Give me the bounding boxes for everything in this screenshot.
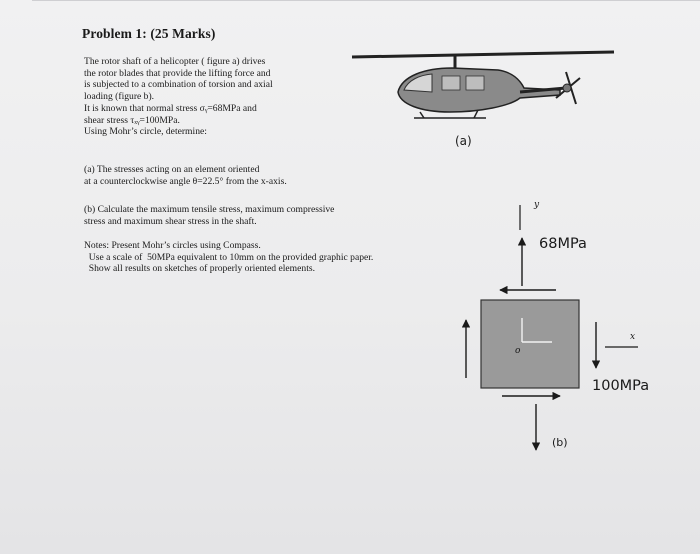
stress-element-square — [481, 300, 579, 388]
origin-label: o — [515, 346, 521, 356]
notes-line: Show all results on sketches of properly oriented elements. — [84, 263, 315, 275]
y-axis-label: y — [534, 200, 540, 210]
statement-line: loading (figure b). — [84, 91, 155, 103]
statement-line: the rotor blades that provide the lifting force and — [84, 67, 271, 79]
statement-line: Using Mohr’s circle, determine: — [84, 126, 207, 138]
x-axis-label: x — [630, 332, 636, 342]
figure-b-caption: (b) — [552, 436, 568, 449]
normal-stress-label: 68MPa — [539, 236, 587, 252]
statement-line: The rotor shaft of a helicopter ( figure a) drives — [84, 56, 266, 67]
part-a-line: (a) The stresses acting on an element oriented — [84, 164, 260, 175]
part-b-line: stress and maximum shear stress in the shaft. — [84, 215, 257, 227]
figure-a-caption: (a) — [455, 134, 472, 148]
notes-line: Use a scale of 50MPa equivalent to 10mm on the provided graphic paper. — [84, 251, 374, 263]
part-b-line: (b) Calculate the maximum tensile stress, maximum compressive — [84, 204, 335, 215]
statement-line: shear stress τₓᵧ=100MPa. — [84, 114, 180, 126]
notes-line: Notes: Present Mohr’s circles using Compass. — [84, 240, 261, 251]
problem-title: Problem 1: (25 Marks) — [82, 26, 216, 41]
statement-line: is subjected to a combination of torsion and axial — [84, 79, 273, 91]
shear-stress-label: 100MPa — [592, 378, 650, 394]
part-a-line: at a counterclockwise angle θ=22.5° from the x-axis. — [84, 175, 287, 187]
statement-line: It is known that normal stress σᵧ=68MPa and — [84, 102, 257, 114]
